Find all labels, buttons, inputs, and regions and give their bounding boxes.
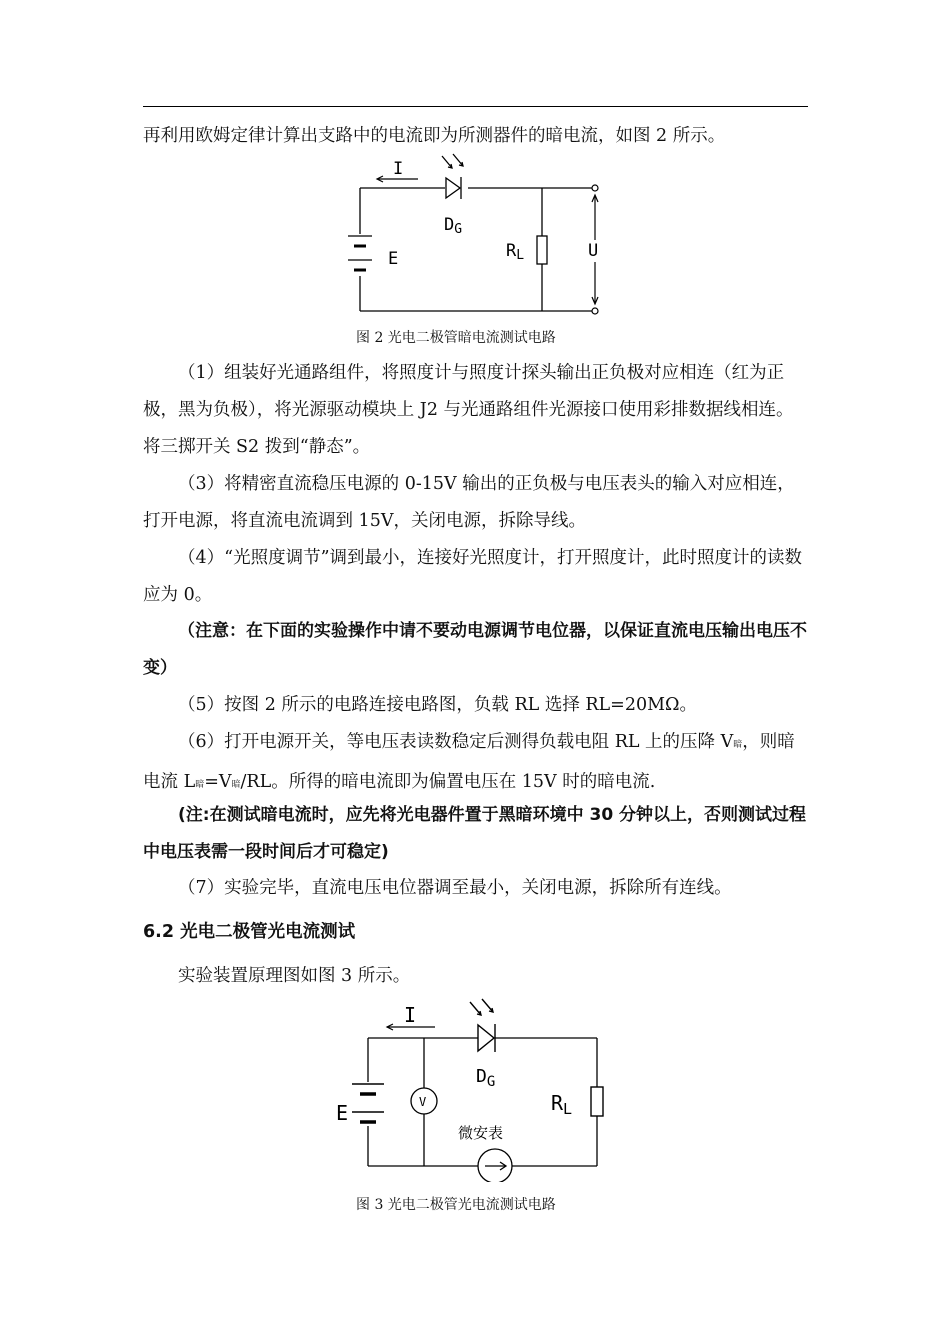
figure-3-circuit bbox=[330, 992, 620, 1182]
battery-label: E bbox=[336, 1101, 349, 1125]
voltmeter-label: V bbox=[419, 1095, 427, 1109]
intro-paragraph: 再利用欧姆定律计算出支路中的电流即为所测器件的暗电流，如图 2 所示。 bbox=[143, 126, 726, 146]
current-label: I bbox=[393, 159, 404, 179]
figure-3-intro: 实验装置原理图如图 3 所示。 bbox=[178, 966, 411, 986]
step-6: （6）打开电源开关，等电压表读数稳定后测得负载电阻 RL 上的压降 V暗，则暗电流 L暗=V暗/RL。所得的暗电流即为偏置电压在 15V 时的暗电流. bbox=[143, 732, 795, 792]
step-5: （5）按图 2 所示的电路连接电路图，负载 RL 选择 RL=20MΩ。 bbox=[178, 695, 698, 715]
section-heading: 6.2 光电二极管光电流测试 bbox=[143, 922, 356, 942]
note-1: （注意：在下面的实验操作中请不要动电源调节电位器，以保证直流电压输出电压不变） bbox=[143, 621, 807, 678]
resistor-label: RL bbox=[506, 241, 525, 263]
microammeter-label: 微安表 bbox=[458, 1124, 504, 1142]
figure-2-circuit bbox=[330, 150, 620, 320]
battery-label: E bbox=[388, 249, 399, 269]
figure-2-caption: 图 2 光电二极管暗电流测试电路 bbox=[356, 330, 556, 346]
step-1: （1）组装好光通路组件，将照度计与照度计探头输出正负极对应相连（红为正极，黑为负极），将光源驱动模块上 J2 与光通路组件光源接口使用彩排数据线相连。将三掷开关 S2 拨到“静态”。 bbox=[143, 363, 794, 457]
figure-3-caption: 图 3 光电二极管光电流测试电路 bbox=[356, 1197, 556, 1213]
microammeter-icon bbox=[478, 1149, 512, 1182]
photodiode-icon bbox=[470, 999, 495, 1052]
photodiode-icon bbox=[442, 154, 463, 199]
current-label: I bbox=[404, 1003, 417, 1027]
resistor-label: $R_L$ bbox=[551, 1091, 573, 1118]
battery-icon bbox=[352, 1084, 384, 1122]
diode-label: DG bbox=[444, 215, 463, 237]
resistor-icon bbox=[591, 1087, 603, 1116]
voltage-label: U bbox=[588, 241, 599, 261]
diode-label: $D_G$ bbox=[476, 1066, 496, 1090]
header-rule bbox=[143, 106, 808, 107]
resistor-icon bbox=[537, 236, 547, 264]
step-4: （4）“光照度调节”调到最小，连接好光照度计，打开照度计，此时照度计的读数应为 0。 bbox=[143, 548, 803, 605]
step-3: （3）将精密直流稳压电源的 0-15V 输出的正负极与电压表头的输入对应相连，打开电源，将直流电流调到 15V，关闭电源，拆除导线。 bbox=[143, 474, 795, 531]
battery-icon bbox=[348, 236, 372, 270]
note-2: (注:在测试暗电流时，应先将光电器件置于黑暗环境中 30 分钟以上，否则测试过程中电压表需一段时间后才可稳定) bbox=[143, 805, 807, 862]
step-7: （7）实验完毕，直流电压电位器调至最小，关闭电源，拆除所有连线。 bbox=[178, 878, 732, 898]
